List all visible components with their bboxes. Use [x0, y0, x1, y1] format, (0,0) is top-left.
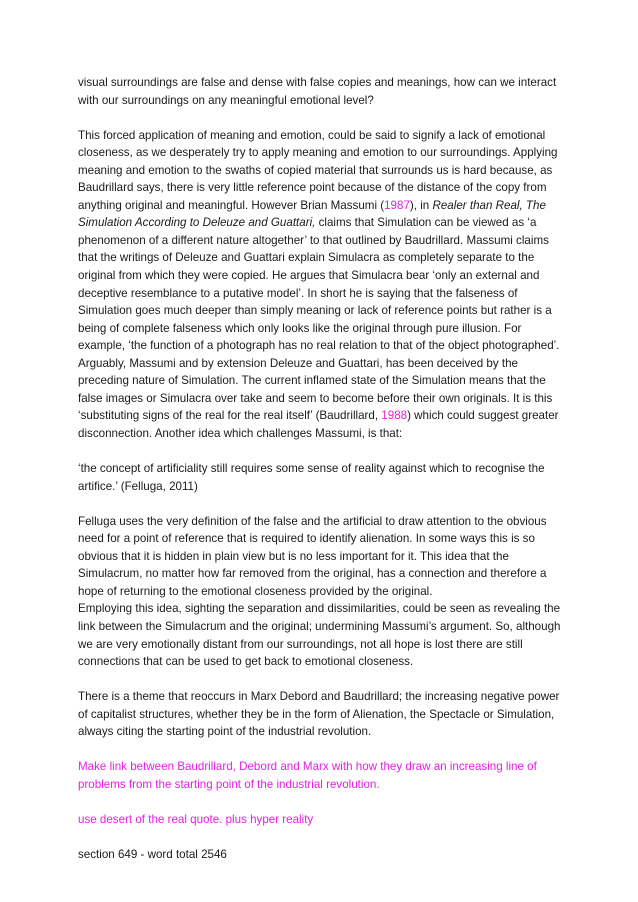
- paragraph-employing: Employing this idea, sighting the separation and dissimilarities, could be seen as revealing the link between the Simulacrum and the original; undermining Massumi’s argument. So, although we are very emotionally distant from our surroundings, not all hope is lost there are still connections that can be used to get back to emotional closeness.: [78, 602, 561, 669]
- paragraph-intro: visual surroundings are false and dense with false copies and meanings, how can we interact with our surroundings on any meaningful emotional level?: [78, 76, 557, 107]
- citation-year-1988: 1988: [381, 409, 408, 423]
- citation-year-1987: 1987: [384, 198, 410, 212]
- paragraph-theme: There is a theme that reoccurs in Marx Debord and Baudrillard; the increasing negative power of capitalist structures, whether they be in the form of Alienation, the Spectacle or Simulation, always citing the starting point of the industrial revolution.: [78, 690, 560, 739]
- paragraph-massumi: [78, 127, 568, 443]
- document-page: [78, 74, 568, 881]
- note-desert-of-real: use desert of the real quote. plus hyper reality: [78, 812, 314, 826]
- paragraph-felluga: Felluga uses the very definition of the false and the artificial to draw attention to the obvious need for a point of reference that is required to identify alienation. In some ways this is so obvious that it is hidden in plain view but is no less important for it. This idea that the Simulacrum, no matter how far removed from the original, has a connection and therefore a hope of returning to the emotional closeness provided by the original.: [78, 514, 547, 598]
- note-make-link: Make link between Baudrillard, Debord and Marx with how they draw an increasing line of problems from the starting point of the industrial revolution.: [78, 760, 537, 791]
- paragraph-massumi-part-c: claims that Simulation can be viewed as ‘a phenomenon of a different nature altogether’ to that outlined by Baudrillard. Massumi claims that the writings of Deleuze and Guattari explain Simulacra as completely separate to the original from which they were copied. He argues that Simulacra bear ‘only an external and deceptive resemblance to a putative model’. In short he is saying that the falseness of Simulation goes much deeper than simply meaning or lack of reference points but rather is a being of complete falseness which only looks like the original through pure illusion. For example, ‘the function of a photograph has no real relation to that of the object photographed’. Arguably, Massumi and by extension Deleuze and Guattari, has been deceived by the preceding nature of Simulation. The current inflamed state of the Simulation means that the false images or Simulacra over take and seem to become before their own originals. It is this ‘substituting signs of the real for the real itself’ (Baudrillard,: [78, 216, 560, 423]
- paragraph-massumi-part-b: ), in: [409, 198, 433, 212]
- word-count-footer: section 649 - word total 2546: [78, 848, 227, 862]
- paragraph-massumi-part-d: ) which could suggest greater disconnection. Another idea which challenges Massumi, is that:: [78, 409, 559, 440]
- felluga-quote: ‘the concept of artificiality still requires some sense of reality against which to recognise the artifice.’ (Felluga, 2011): [78, 462, 545, 493]
- paragraph-massumi-part-a: This forced application of meaning and emotion, could be said to signify a lack of emotional closeness, as we desperately try to apply meaning and emotion to our surroundings. Applying meaning and emotion to the swaths of copied material that surrounds us is hard because, as Baudrillard says, there is very little reference point because of the distance of the copy from anything original and meaningful. However Brian Massumi (: [78, 128, 558, 212]
- book-title: Realer than Real, The Simulation According to Deleuze and Guattari,: [78, 198, 546, 230]
